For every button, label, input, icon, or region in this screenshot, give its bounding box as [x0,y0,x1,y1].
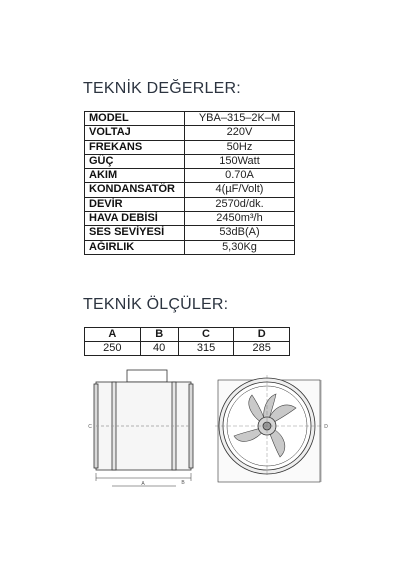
spec-value: 2570d/dk. [185,197,295,211]
dimension-header: D [234,328,290,342]
spec-label: MODEL [85,112,185,126]
technical-values-heading: TEKNİK DEĞERLER: [83,80,241,97]
spec-row [85,126,295,140]
dimension-value: 40 [140,342,178,356]
spec-value: 4(µF/Volt) [185,183,295,197]
spec-row [85,183,295,197]
spec-row [85,154,295,168]
spec-label: SES SEVİYESİ [85,226,185,240]
spec-value: 5,30Kg [185,240,295,254]
dimension-value: 315 [178,342,234,356]
dimensions-header-row [85,328,290,342]
dimension-label-b: B [181,480,185,486]
spec-value: 53dB(A) [185,226,295,240]
dimension-label-c: C [88,424,92,430]
technical-dimensions-heading: TEKNİK ÖLÇÜLER: [83,296,229,313]
spec-value: 50Hz [185,140,295,154]
dimension-header: A [85,328,141,342]
dimensions-value-row [85,342,290,356]
spec-label: DEVİR [85,197,185,211]
dimension-label-a: A [141,481,145,487]
spec-label: HAVA DEBİSİ [85,212,185,226]
spec-value: 150Watt [185,154,295,168]
spec-value: YBA–315–2K–M [185,112,295,126]
front-view-drawing [215,375,322,482]
spec-row [85,169,295,183]
dimensions-table [84,327,290,356]
spec-label: AĞIRLIK [85,240,185,254]
dimension-header: B [140,328,178,342]
spec-value: 220V [185,126,295,140]
spec-label: KONDANSATÖR [85,183,185,197]
spec-value: 2450m³/h [185,212,295,226]
spec-row [85,112,295,126]
spec-label: VOLTAJ [85,126,185,140]
spec-label: GÜÇ [85,154,185,168]
spec-row [85,240,295,254]
spec-label: FREKANS [85,140,185,154]
side-view-drawing [94,370,193,486]
dimension-value: 250 [85,342,141,356]
dimension-header: C [178,328,234,342]
spec-value: 0.70A [185,169,295,183]
spec-row [85,140,295,154]
spec-row [85,212,295,226]
dimension-label-d: D [324,424,328,430]
spec-label: AKIM [85,169,185,183]
technical-values-table [84,111,295,255]
technical-drawing [0,360,400,510]
spec-row [85,226,295,240]
spec-row [85,197,295,211]
dimension-value: 285 [234,342,290,356]
